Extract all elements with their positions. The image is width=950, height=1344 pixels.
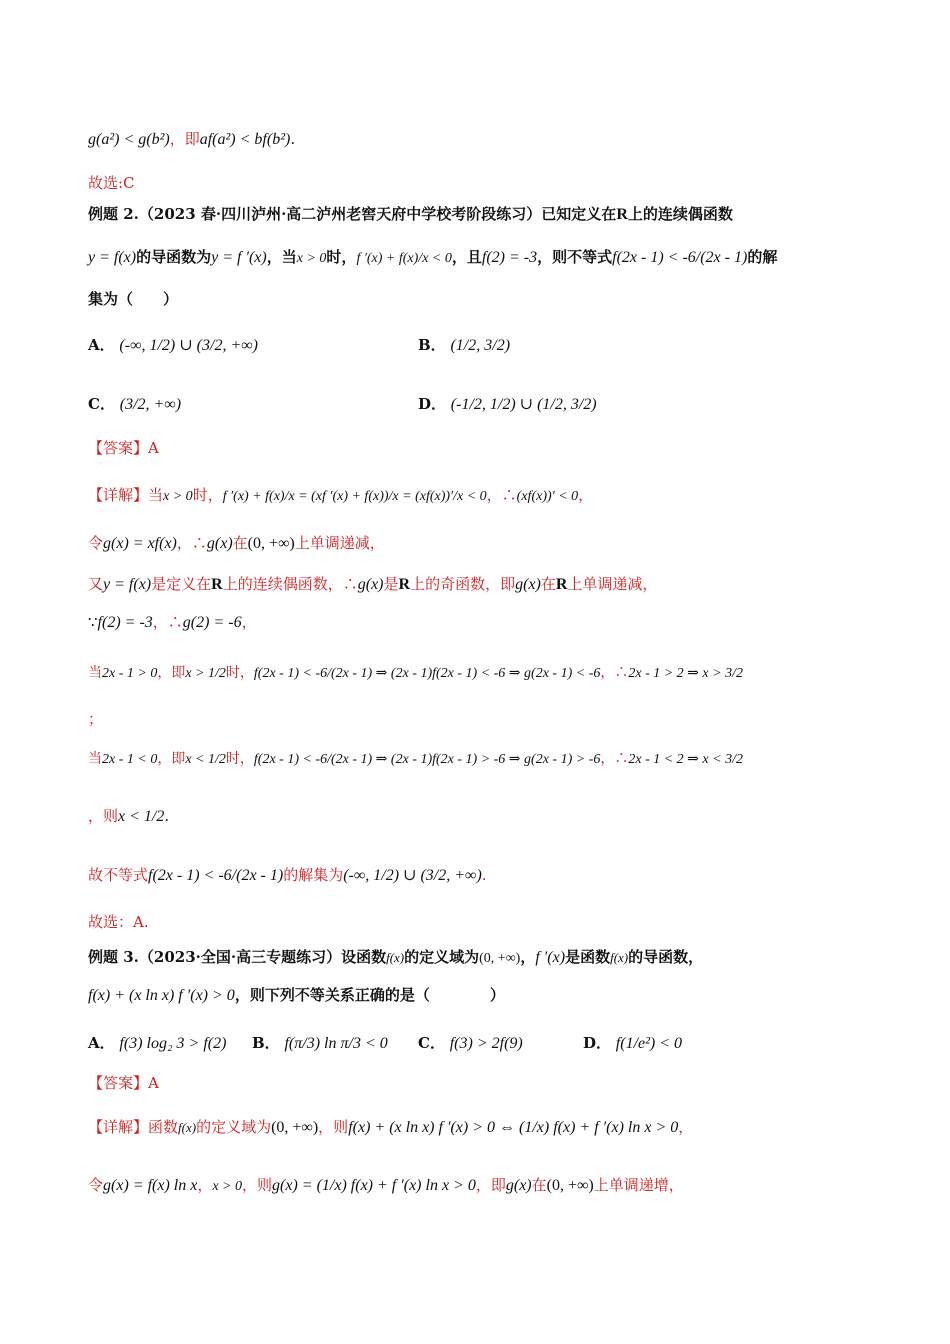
formula-g-compare: g(a²) < g(b²) bbox=[88, 131, 170, 148]
formula: f(x) bbox=[610, 950, 629, 965]
formula-y-dfx: y = f ′(x) bbox=[211, 249, 267, 266]
text: ，则不等式 bbox=[537, 248, 613, 266]
option-value: f(1/e²) < 0 bbox=[615, 1035, 683, 1052]
option-value: (-∞, 1/2) ∪ (3/2, +∞) bbox=[119, 337, 258, 354]
text: 在 bbox=[531, 1176, 547, 1194]
real-set-symbol: R bbox=[211, 576, 223, 593]
formula: x < 1/2 bbox=[118, 808, 165, 825]
answer-label: 【答案】A bbox=[88, 1074, 159, 1092]
option-b[interactable] bbox=[252, 1032, 388, 1053]
solution-line-2 bbox=[88, 532, 890, 555]
text: 例题 3.（2023·全国·高三专题练习）设函数 bbox=[88, 948, 387, 966]
text: ， bbox=[578, 486, 594, 504]
text: 是定义在 bbox=[151, 575, 212, 593]
text: ，则下列不等关系正确的是（ ） bbox=[234, 986, 505, 1004]
formula: x < 1/2 bbox=[185, 752, 226, 767]
real-set-symbol: R bbox=[555, 576, 568, 593]
text: ， bbox=[520, 948, 536, 966]
example-2-statement-end: 集为（ ） bbox=[88, 290, 179, 308]
text: 故不等式 bbox=[88, 866, 149, 884]
option-value: f(π/3) ln π/3 < 0 bbox=[284, 1035, 388, 1052]
formula: f(2) = -3 bbox=[97, 614, 153, 631]
text: 的导函数， bbox=[628, 948, 704, 966]
formula: (-∞, 1/2) ∪ (3/2, +∞) bbox=[343, 867, 482, 884]
option-b[interactable] bbox=[418, 334, 510, 355]
formula: f(2x - 1) < -6/(2x - 1) bbox=[148, 867, 284, 884]
text: ，且 bbox=[451, 248, 482, 266]
formula: f(x) bbox=[178, 1120, 197, 1135]
formula: 2x - 1 < 0 bbox=[102, 752, 158, 767]
text: ，即 bbox=[475, 1176, 506, 1194]
solution-line-7 bbox=[88, 864, 890, 887]
formula: (0, +∞) bbox=[247, 535, 295, 552]
text: 在 bbox=[232, 534, 248, 552]
option-value: (3/2, +∞) bbox=[119, 396, 182, 413]
option-value: (1/2, 3/2) bbox=[450, 337, 511, 354]
formula: g(x) = (1/x) f(x) + f ′(x) ln x > 0 bbox=[272, 1177, 476, 1194]
formula: 2x - 1 < 2 ⇒ x < 3/2 bbox=[628, 752, 743, 767]
text: 上的奇函数，即 bbox=[410, 575, 516, 593]
option-value: (-1/2, 1/2) ∪ (1/2, 3/2) bbox=[450, 396, 597, 413]
formula: 2x - 1 > 0 bbox=[102, 666, 158, 681]
text: 上单调递减， bbox=[567, 575, 658, 593]
option-label: B． bbox=[418, 336, 446, 354]
option-a[interactable] bbox=[88, 1032, 226, 1053]
text: ，∴ bbox=[486, 486, 517, 504]
solution-line-3 bbox=[88, 573, 890, 596]
example-2-statement bbox=[88, 246, 890, 270]
text: ， bbox=[197, 1176, 213, 1194]
option-label: A． bbox=[88, 1034, 115, 1052]
real-set-symbol: R bbox=[398, 576, 411, 593]
option-d[interactable] bbox=[418, 393, 597, 414]
text: ，则 bbox=[318, 1118, 349, 1136]
formula: f(x) + (x ln x) f ′(x) > 0 ⇔ (1/x) f(x) + f ′(x) ln x > 0 bbox=[348, 1119, 679, 1136]
text: 当 bbox=[88, 751, 102, 767]
text: . bbox=[290, 130, 296, 148]
text: . bbox=[164, 807, 170, 825]
option-value: f(3) > 2f(9) bbox=[449, 1035, 523, 1052]
formula: g(2) = -6 bbox=[182, 614, 242, 631]
text: 例题 2.（2023 春·四川泸州·高二泸州老窖天府中学校考阶段练习）已知定义在 bbox=[88, 205, 617, 223]
formula: f(2x - 1) < -6/(2x - 1) ⇒ (2x - 1)f(2x - 1) > -6 ⇒ g(2x - 1) > -6 bbox=[253, 752, 601, 767]
text: 时， bbox=[225, 751, 254, 767]
formula: g(x) = f(x) ln x bbox=[103, 1177, 198, 1194]
option-label: B． bbox=[252, 1034, 280, 1052]
solution-line-4 bbox=[88, 611, 890, 634]
text: ，即 bbox=[157, 665, 186, 681]
text: 时， bbox=[192, 486, 223, 504]
text: 的解 bbox=[747, 248, 778, 266]
text: 上的连续偶函数，∴ bbox=[222, 575, 358, 593]
text: 上单调递增， bbox=[593, 1176, 684, 1194]
formula-condition: f ′(x) + f(x)/x < 0 bbox=[356, 251, 452, 266]
option-label: A． bbox=[88, 336, 115, 354]
prev-conclusion-line bbox=[88, 128, 890, 151]
text: 令 bbox=[88, 534, 104, 552]
example-2-heading bbox=[88, 203, 890, 226]
formula: g(x) bbox=[206, 535, 233, 552]
text: ，∴ bbox=[152, 613, 183, 631]
formula: f ′(x) bbox=[535, 949, 566, 966]
formula-inequality: f(2x - 1) < -6/(2x - 1) bbox=[612, 249, 748, 266]
text: 的定义域为 bbox=[404, 948, 480, 966]
text: 【详解】当 bbox=[88, 486, 164, 504]
formula: x > 0 bbox=[163, 489, 193, 504]
text: 是函数 bbox=[565, 948, 611, 966]
text: 时， bbox=[326, 248, 357, 266]
formula: x > 0 bbox=[212, 1179, 243, 1194]
formula: f(2x - 1) < -6/(2x - 1) ⇒ (2x - 1)f(2x - 1) < -6 ⇒ g(2x - 1) < -6 bbox=[253, 666, 601, 681]
formula-x-gt-0: x > 0 bbox=[296, 251, 327, 266]
text: 当 bbox=[88, 665, 102, 681]
text: ∵ bbox=[88, 613, 98, 631]
solution-line-1 bbox=[88, 1116, 890, 1139]
text: ，则 bbox=[242, 1176, 273, 1194]
example-3-heading bbox=[88, 946, 890, 970]
answer-label: 【答案】A bbox=[88, 439, 159, 457]
option-c[interactable] bbox=[418, 1032, 523, 1053]
text: ，当 bbox=[266, 248, 297, 266]
formula: g(x) = xf(x) bbox=[103, 535, 177, 552]
text: ，∴ bbox=[600, 665, 629, 681]
semicolon: ； bbox=[88, 710, 104, 728]
text: 又 bbox=[88, 575, 104, 593]
solution-line-2 bbox=[88, 1174, 890, 1198]
formula: g(x) bbox=[515, 576, 541, 593]
final-answer: 故选：A. bbox=[88, 913, 149, 931]
formula: y = f(x) bbox=[103, 576, 152, 593]
text: ， bbox=[241, 613, 257, 631]
example-3-condition bbox=[88, 984, 890, 1007]
option-label: D． bbox=[418, 395, 447, 413]
option-c[interactable] bbox=[88, 393, 181, 414]
formula: x > 1/2 bbox=[185, 666, 226, 681]
text: ， bbox=[678, 1118, 694, 1136]
text: 即 bbox=[184, 130, 200, 148]
option-label: C． bbox=[418, 1034, 445, 1052]
solution-line-6b bbox=[88, 805, 890, 828]
text: 【详解】函数 bbox=[88, 1118, 179, 1136]
formula: f(x) + (x ln x) f ′(x) > 0 bbox=[88, 987, 235, 1004]
formula: (0, +∞) bbox=[271, 1119, 319, 1136]
text: 令 bbox=[88, 1176, 104, 1194]
text: 的导函数为 bbox=[136, 248, 212, 266]
formula-y-fx: y = f(x) bbox=[88, 249, 137, 266]
text: 上的连续偶函数 bbox=[627, 205, 733, 223]
prev-answer: 故选:C bbox=[88, 174, 135, 192]
text: ，∴ bbox=[176, 534, 207, 552]
text: 的定义域为 bbox=[196, 1118, 272, 1136]
formula-af-compare: af(a²) < bf(b²) bbox=[199, 131, 291, 148]
option-label: C． bbox=[88, 395, 115, 413]
option-a[interactable] bbox=[88, 334, 258, 355]
option-label: D． bbox=[583, 1034, 612, 1052]
formula: (0, +∞) bbox=[479, 951, 521, 966]
formula: (0, +∞) bbox=[546, 1177, 594, 1194]
formula: (xf(x))′ < 0 bbox=[516, 489, 579, 504]
solution-line-1 bbox=[88, 484, 890, 508]
text: ， bbox=[169, 130, 185, 148]
solution-line-6 bbox=[88, 748, 890, 771]
text: . bbox=[481, 866, 487, 884]
formula: g(x) bbox=[357, 576, 384, 593]
text: ，则 bbox=[88, 807, 119, 825]
text: 的解集为 bbox=[283, 866, 344, 884]
text: ，∴ bbox=[600, 751, 629, 767]
option-d[interactable] bbox=[583, 1032, 682, 1053]
text: 上单调递减， bbox=[294, 534, 385, 552]
formula-f2: f(2) = -3 bbox=[481, 249, 538, 266]
formula: 2x - 1 > 2 ⇒ x > 3/2 bbox=[628, 666, 743, 681]
text: 时， bbox=[225, 665, 254, 681]
text: 是 bbox=[383, 575, 399, 593]
solution-line-5 bbox=[88, 662, 890, 685]
real-set-symbol: R bbox=[616, 206, 628, 223]
text: 在 bbox=[540, 575, 556, 593]
option-value: f(3) log₂ 3 > f(2) bbox=[119, 1035, 227, 1052]
formula: g(x) bbox=[505, 1177, 532, 1194]
text: ，即 bbox=[157, 751, 186, 767]
formula: f ′(x) + f(x)/x = (xf ′(x) + f(x))/x = (xf(x))′/x < 0 bbox=[222, 489, 487, 504]
formula: f(x) bbox=[386, 950, 405, 965]
